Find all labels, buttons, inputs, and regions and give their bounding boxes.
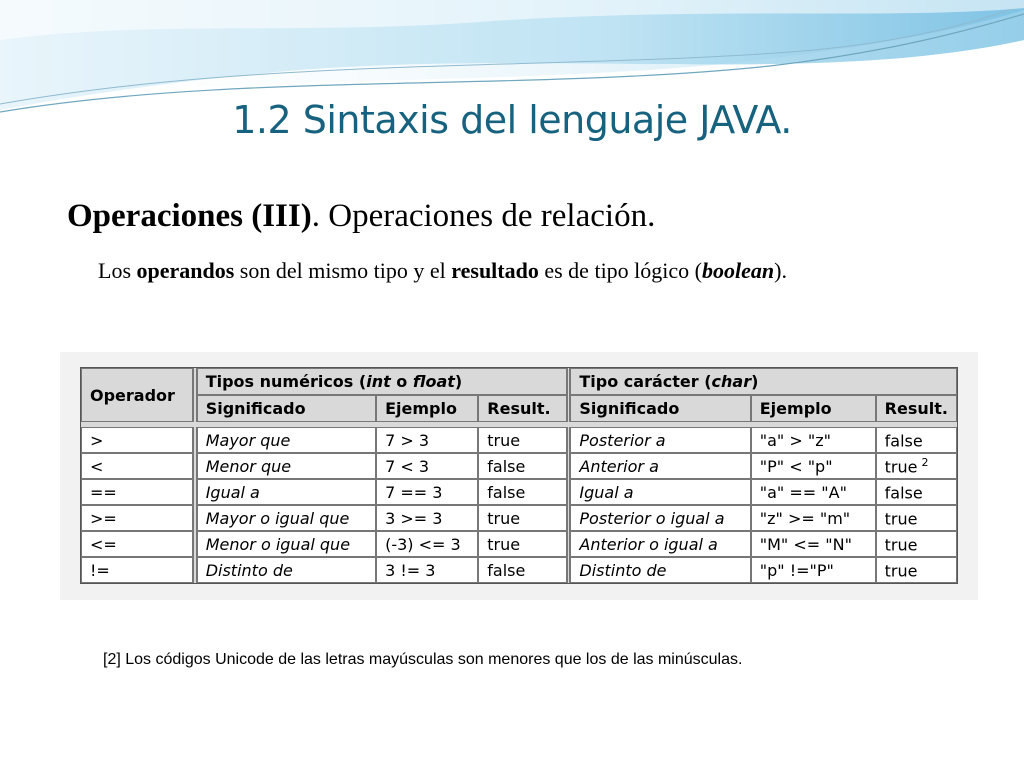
footnote: [2] Los códigos Unicode de las letras mayúsculas son menores que los de las minúsculas. (103, 651, 743, 668)
cell-operator: != (81, 557, 193, 583)
cell-operator: >= (81, 505, 193, 531)
cell-char-example: "a" > "z" (751, 427, 876, 453)
cell-numeric-example: 3 >= 3 (376, 505, 478, 531)
cell-operator: > (81, 427, 193, 453)
cell-operator: == (81, 479, 193, 505)
cell-numeric-result: false (478, 557, 566, 583)
cell-numeric-meaning: Igual a (197, 479, 376, 505)
header-char-result: Result. (876, 395, 957, 422)
cell-numeric-meaning: Distinto de (197, 557, 376, 583)
cell-numeric-result: true (478, 505, 566, 531)
para-text: son del mismo tipo y el (234, 258, 452, 283)
cell-char-meaning: Anterior o igual a (570, 531, 750, 557)
table-row (81, 453, 957, 479)
cell-numeric-example: (-3) <= 3 (376, 531, 478, 557)
table-row (81, 479, 957, 505)
cell-char-result: true (876, 531, 957, 557)
para-text: ). (774, 258, 787, 283)
cell-char-meaning: Distinto de (570, 557, 750, 583)
cell-char-result: false (876, 479, 957, 505)
cell-numeric-meaning: Mayor que (197, 427, 376, 453)
header-numeric-example: Ejemplo (376, 395, 478, 422)
header-char-meaning: Significado (570, 395, 750, 422)
cell-numeric-meaning: Menor que (197, 453, 376, 479)
header-numeric-result: Result. (478, 395, 566, 422)
table-row (81, 427, 957, 453)
cell-numeric-example: 7 < 3 (376, 453, 478, 479)
cell-char-result: true (876, 505, 957, 531)
para-text: Los (98, 258, 137, 283)
header-numeric-types: Tipos numéricos (int o float) (197, 368, 567, 395)
cell-operator: <= (81, 531, 193, 557)
para-bold-operandos: operandos (136, 258, 235, 283)
table-row (81, 531, 957, 557)
para-bold-boolean: boolean (702, 258, 775, 283)
body-paragraph (98, 254, 938, 288)
para-bold-resultado: resultado (451, 258, 539, 283)
cell-numeric-result: true (478, 427, 566, 453)
cell-char-example: "p" !="P" (751, 557, 876, 583)
cell-char-example: "P" < "p" (751, 453, 876, 479)
para-text: es de tipo lógico ( (538, 258, 702, 283)
footnote-ref: 2 (921, 455, 929, 469)
cell-char-result: true $^2$ (876, 453, 957, 479)
header-operator: Operador (81, 368, 193, 422)
heading-rest: . Operaciones de relación. (311, 198, 656, 234)
cell-numeric-example: 7 == 3 (376, 479, 478, 505)
cell-char-meaning: Posterior o igual a (570, 505, 750, 531)
heading-bold: Operaciones (III) (67, 198, 312, 234)
cell-char-meaning: Posterior a (570, 427, 750, 453)
cell-numeric-meaning: Menor o igual que (197, 531, 376, 557)
cell-char-result: true (876, 557, 957, 583)
cell-char-meaning: Anterior a (570, 453, 750, 479)
cell-char-example: "M" <= "N" (751, 531, 876, 557)
relational-operators-table (80, 367, 958, 584)
cell-char-meaning: Igual a (570, 479, 750, 505)
header-char-example: Ejemplo (751, 395, 876, 422)
cell-numeric-meaning: Mayor o igual que (197, 505, 376, 531)
cell-numeric-result: true (478, 531, 566, 557)
table-row (81, 557, 957, 583)
cell-numeric-example: 7 > 3 (376, 427, 478, 453)
section-heading (67, 198, 655, 235)
cell-char-result: false (876, 427, 957, 453)
header-char-type: Tipo carácter (char) (570, 368, 957, 395)
cell-char-example: "a" == "A" (751, 479, 876, 505)
cell-char-example: "z" >= "m" (751, 505, 876, 531)
cell-operator: < (81, 453, 193, 479)
header-numeric-meaning: Significado (197, 395, 376, 422)
slide-title: 1.2 Sintaxis del lenguaje JAVA. (232, 98, 792, 142)
cell-numeric-result: false (478, 453, 566, 479)
table-row (81, 505, 957, 531)
cell-numeric-example: 3 != 3 (376, 557, 478, 583)
cell-numeric-result: false (478, 479, 566, 505)
